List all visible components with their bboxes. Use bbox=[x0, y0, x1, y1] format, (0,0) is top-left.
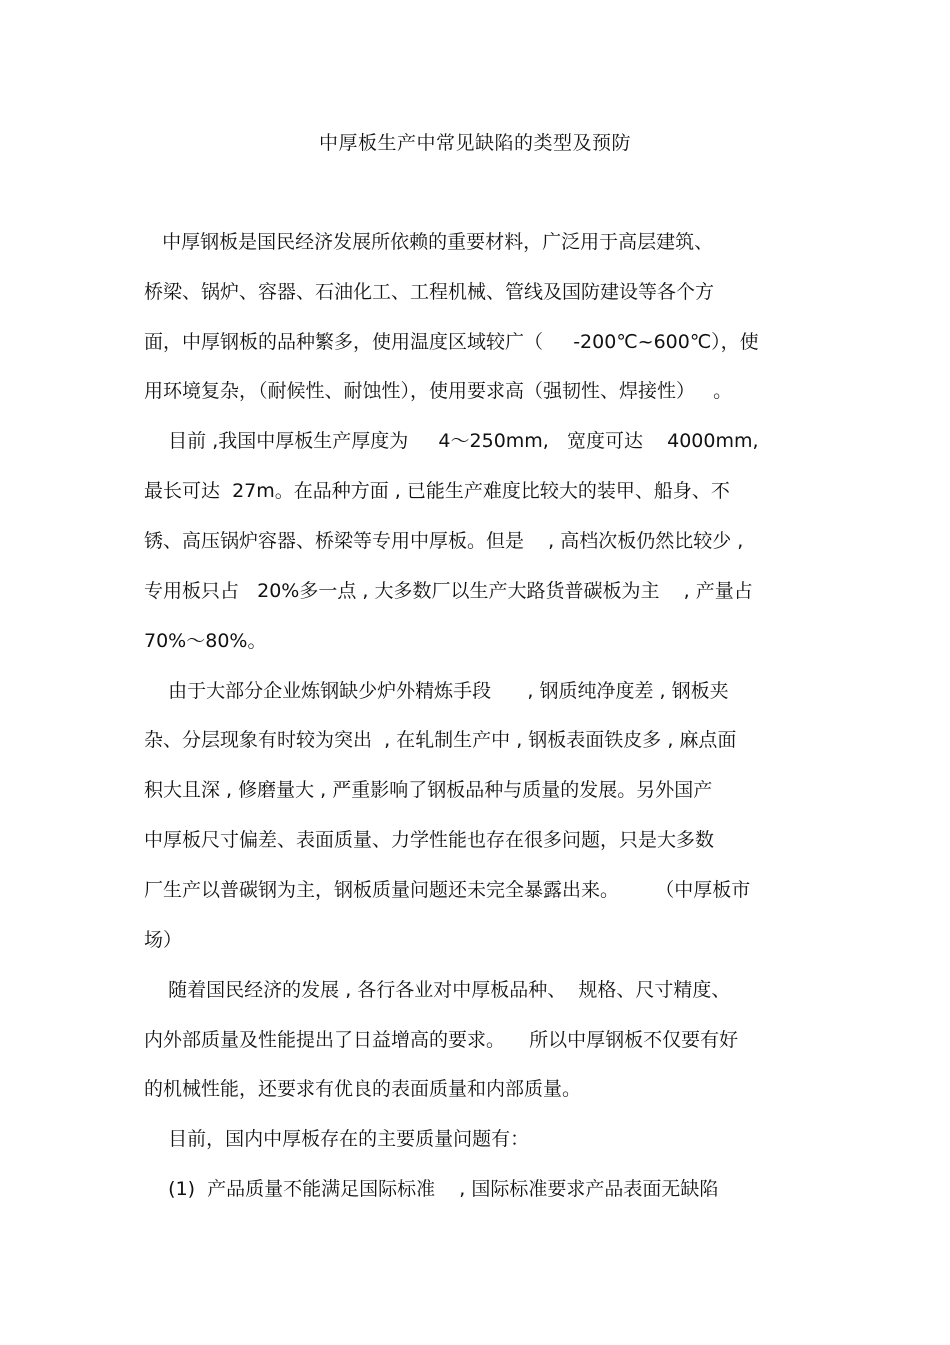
text-line: 锈、高压锅炉容器、桥梁等专用中厚板。但是 , 高档次板仍然比较少 , bbox=[144, 530, 744, 552]
document-title: 中厚板生产中常见缺陷的类型及预防 bbox=[318, 132, 631, 154]
text-line: 70%～80%。 bbox=[144, 630, 267, 652]
text-line: 中厚板尺寸偏差、表面质量、力学性能也存在很多问题，只是大多数 bbox=[144, 829, 715, 851]
text-line: 内外部质量及性能提出了日益增高的要求。 所以中厚钢板不仅要有好 bbox=[144, 1029, 739, 1051]
text-line: 桥梁、锅炉、容器、石油化工、工程机械、管线及国防建设等各个方 bbox=[144, 281, 715, 303]
text-line: (1) 产品质量不能满足国际标准 , 国际标准要求产品表面无缺陷 bbox=[144, 1178, 719, 1200]
text-line: 用环境复杂，（耐候性、耐蚀性），使用要求高（强韧性、焊接性） 。 bbox=[144, 380, 733, 402]
text-line: 的机械性能，还要求有优良的表面质量和内部质量。 bbox=[144, 1078, 582, 1100]
text-line: 积大且深 , 修磨量大 , 严重影响了钢板品种与质量的发展。另外国产 bbox=[144, 779, 713, 801]
text-line: 面，中厚钢板的品种繁多，使用温度区域较广（ -200℃~600℃），使 bbox=[144, 331, 759, 353]
text-line: 中厚钢板是国民经济发展所依赖的重要材料，广泛用于高层建筑、 bbox=[144, 231, 714, 253]
text-line: 厂生产以普碳钢为主，钢板质量问题还未完全暴露出来。 （中厚板市 bbox=[144, 879, 751, 901]
text-line: 随着国民经济的发展 , 各行各业对中厚板品种、 规格、尺寸精度、 bbox=[144, 979, 731, 1001]
text-line: 目前，国内中厚板存在的主要质量问题有： bbox=[144, 1128, 530, 1150]
text-line: 专用板只占 20%多一点 , 大多数厂以生产大路货普碳板为主 , 产量占 bbox=[144, 580, 753, 602]
text-line: 场） bbox=[144, 929, 183, 951]
text-line: 目前 ,我国中厚板生产厚度为 4～250mm, 宽度可达 4000mm, bbox=[144, 430, 759, 452]
text-line: 最长可达 27m。在品种方面 , 已能生产难度比较大的装甲、船身、不 bbox=[144, 480, 730, 502]
text-line: 由于大部分企业炼钢缺少炉外精炼手段 , 钢质纯净度差 , 钢板夹 bbox=[144, 680, 729, 702]
text-line: 杂、分层现象有时较为突出 , 在轧制生产中 , 钢板表面铁皮多 , 麻点面 bbox=[144, 729, 737, 751]
